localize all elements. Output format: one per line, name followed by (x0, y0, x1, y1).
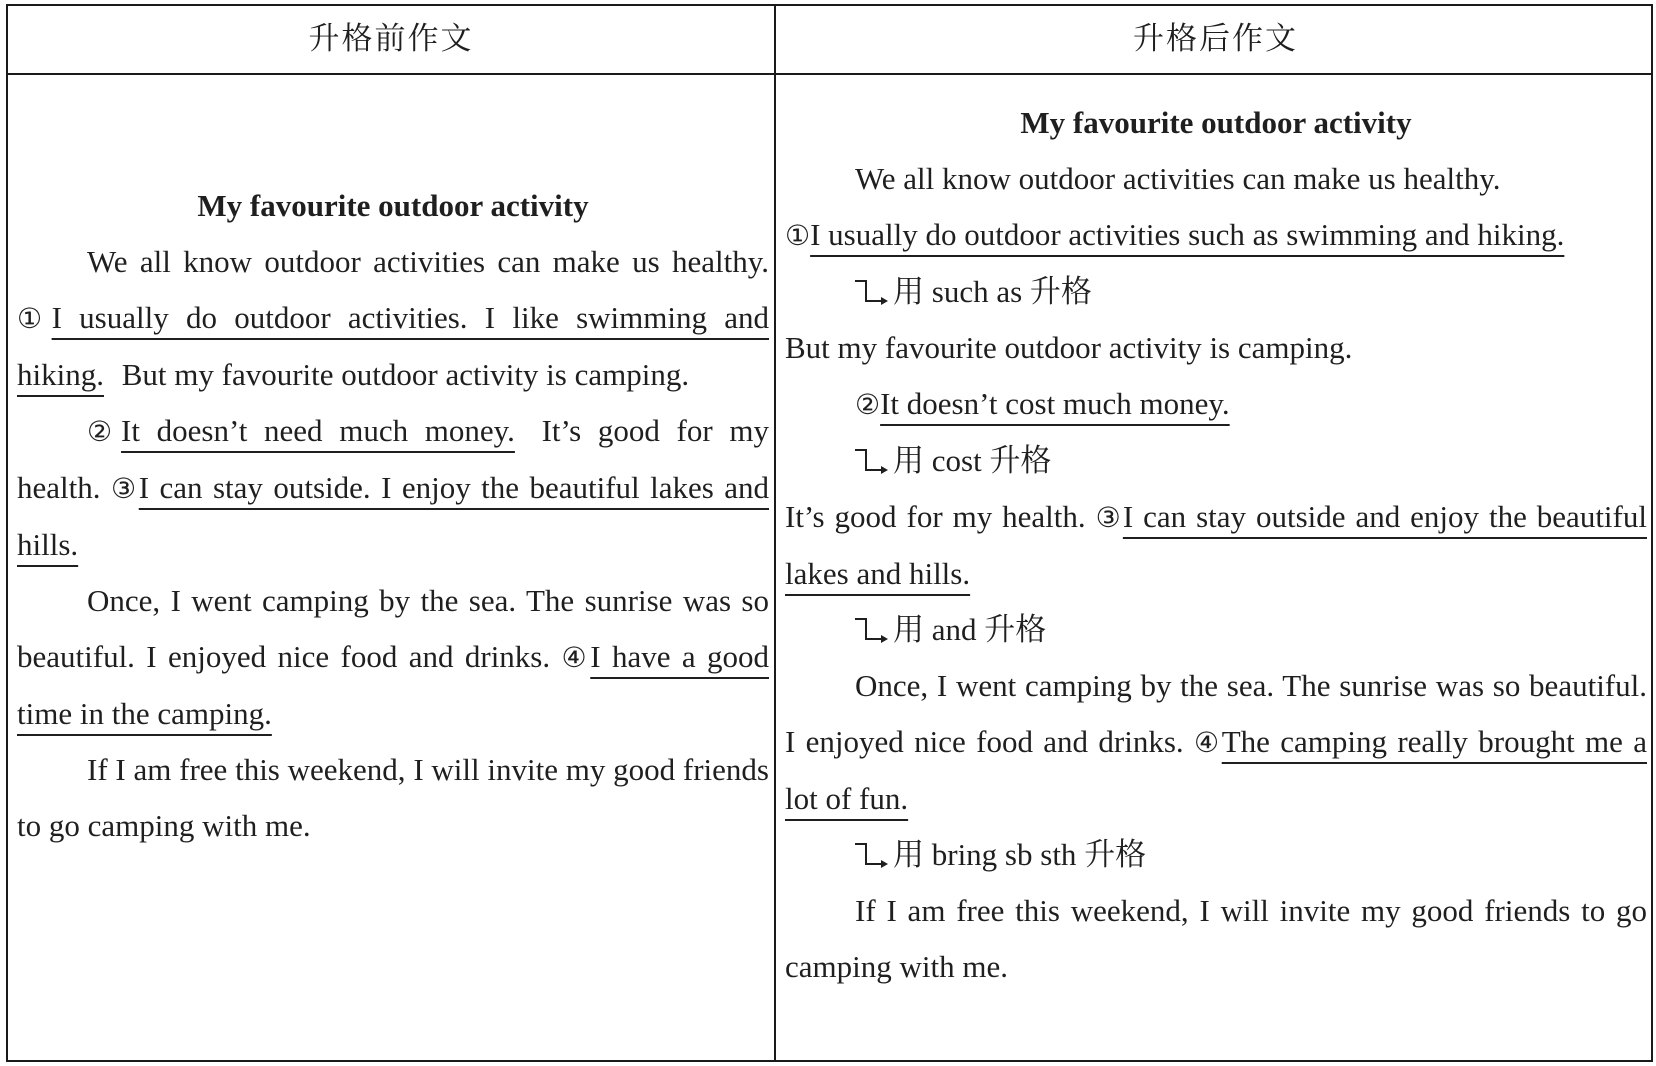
upgrade-note-2: 用 cost 升格 (785, 433, 1647, 489)
header-before: 升格前作文 (308, 21, 474, 57)
essay-title-before: My favourite outdoor activity (197, 188, 589, 223)
bent-arrow-icon (855, 616, 889, 644)
header-divider (8, 73, 1651, 75)
marker-1: ① (785, 219, 811, 252)
paragraph-1-before: We all know outdoor activities can make us healthy. ①I usually do outdoor activities. I like swimming and hiking. But my favourite outdoor activity is camping. (17, 244, 770, 392)
marker-4: ④ (561, 641, 591, 674)
bent-arrow-icon (855, 841, 889, 869)
underlined-sentence-2: It doesn’t need much money. (121, 413, 515, 448)
paragraph-2-before: ②It doesn’t need much money. It’s good for my health. ③I can stay outside. I enjoy the beautiful lakes and hills. (17, 413, 770, 562)
essay-title-after: My favourite outdoor activity (1020, 105, 1412, 140)
upgrade-note-3: 用 and 升格 (785, 602, 1647, 658)
paragraph-4-before: If I am free this weekend, I will invite my good friends to go camping with me. (17, 752, 769, 843)
paragraph-1-after: We all know outdoor activities can make us healthy. (855, 161, 1501, 196)
marker-2: ② (855, 388, 881, 421)
upgrade-note-4: 用 bring sb sth 升格 (785, 827, 1647, 883)
underlined-sentence-3: I can stay outside. I enjoy the beautiful lakes and hills. (17, 470, 769, 562)
underlined-sentence-1: I usually do outdoor activities such as swimming and hiking. (810, 217, 1565, 252)
header-after: 升格后作文 (1133, 21, 1298, 57)
paragraph-4-after: Once, I went camping by the sea. The sunrise was so beautiful. I enjoyed nice food and drinks. ④The camping really brought me a lot of fun. (785, 668, 1648, 816)
upgraded-sentence-2 (785, 376, 1647, 433)
column-divider (774, 6, 776, 1060)
underlined-sentence-3: I can stay outside and enjoy the beautiful lakes and hills. (785, 499, 1647, 591)
paragraph-5-after: If I am free this weekend, I will invite my good friends to go camping with me. (785, 893, 1647, 984)
comparison-table (6, 4, 1653, 1062)
upgrade-note-1: 用 such as 升格 (785, 264, 1647, 320)
essay-before (17, 178, 769, 854)
paragraph-3-before: Once, I went camping by the sea. The sunrise was so beautiful. I enjoyed nice food and drinks. ④I have a good time in the camping. (17, 583, 769, 731)
bent-arrow-icon (855, 447, 889, 475)
marker-4: ④ (1194, 726, 1222, 759)
underlined-sentence-4: The camping really brought me a lot of fun. (785, 724, 1648, 816)
essay-after (785, 95, 1647, 995)
bent-arrow-icon (855, 278, 889, 306)
marker-2: ② (87, 415, 122, 448)
plain-line-1: But my favourite outdoor activity is camping. (785, 330, 1353, 365)
upgraded-sentence-1 (785, 207, 1647, 264)
underlined-sentence-4: I have a good time in the camping. (17, 639, 769, 731)
marker-1: ① (17, 302, 52, 335)
marker-3: ③ (1095, 501, 1123, 534)
marker-3: ③ (110, 472, 139, 505)
upgraded-sentence-3: It’s good for my health. ③I can stay outside and enjoy the beautiful lakes and hills. (785, 499, 1647, 591)
underlined-sentence-2: It doesn’t cost much money. (880, 386, 1230, 421)
underlined-sentence-1: I usually do outdoor activities. I like swimming and hiking. (17, 300, 770, 392)
